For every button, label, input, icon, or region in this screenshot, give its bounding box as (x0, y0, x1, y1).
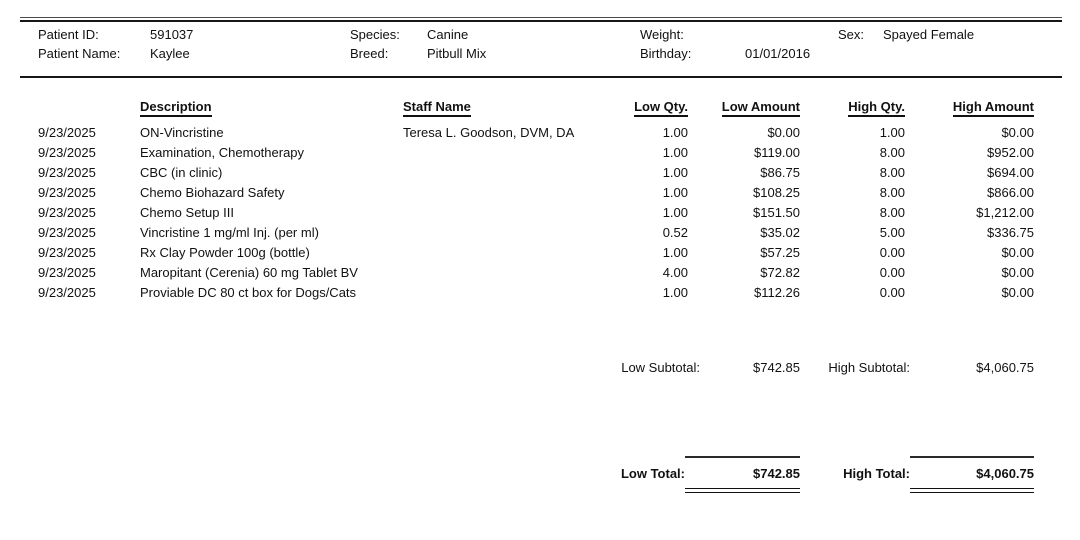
table-row (20, 182, 1062, 202)
birthday-value: 01/01/2016 (745, 46, 811, 61)
subtotal-row (20, 360, 1062, 375)
table-row (20, 282, 1062, 302)
patient-name-value: Kaylee (150, 46, 190, 61)
high-qty-column-header (800, 99, 905, 122)
high-amount-column-header (905, 99, 1034, 122)
row-high-amount: $866.00 (987, 184, 1034, 200)
row-low-amount: $151.50 (753, 204, 800, 220)
row-description: Proviable DC 80 ct box for Dogs/Cats (140, 284, 357, 300)
low-subtotal-label: Low Subtotal: (621, 360, 700, 375)
table-row (20, 142, 1062, 162)
row-description: Chemo Setup III (140, 204, 234, 220)
row-date: 9/23/2025 (38, 264, 96, 280)
row-high-amount: $1,212.00 (976, 204, 1034, 220)
description-column-header (140, 99, 403, 122)
row-low-amount: $119.00 (753, 144, 800, 160)
row-high-qty: 8.00 (879, 204, 905, 220)
row-date: 9/23/2025 (38, 124, 96, 140)
row-high-qty: 8.00 (879, 164, 905, 180)
table-row (20, 122, 1062, 142)
weight-label: Weight: (640, 27, 684, 42)
date-column-header (38, 99, 140, 122)
row-staff-name: Teresa L. Goodson, DVM, DA (403, 124, 575, 140)
row-date: 9/23/2025 (38, 164, 96, 180)
row-high-amount: $0.00 (1001, 264, 1034, 280)
row-description: Vincristine 1 mg/ml Inj. (per ml) (140, 224, 319, 240)
row-high-amount: $694.00 (987, 164, 1034, 180)
low-total-value: $742.85 (753, 466, 800, 481)
row-low-amount: $112.26 (753, 284, 800, 300)
table-row (20, 222, 1062, 242)
table-row (20, 242, 1062, 262)
row-high-qty: 5.00 (879, 224, 905, 240)
birthday-label: Birthday: (640, 46, 692, 61)
row-high-qty: 8.00 (879, 144, 905, 160)
patient-id-label: Patient ID: (38, 27, 99, 42)
low-qty-header-label: Low Qty. (634, 99, 688, 117)
row-high-amount: $0.00 (1001, 244, 1034, 260)
row-high-qty: 0.00 (879, 284, 905, 300)
row-description: ON-Vincristine (140, 124, 224, 140)
top-double-rule (20, 17, 1062, 22)
row-low-qty: 1.00 (662, 164, 688, 180)
row-high-amount: $952.00 (987, 144, 1034, 160)
high-subtotal-value: $4,060.75 (976, 360, 1034, 375)
row-high-amount: $336.75 (987, 224, 1034, 240)
high-subtotal-label: High Subtotal: (828, 360, 910, 375)
patient-info-header (20, 25, 1062, 63)
staff-header-label: Staff Name (403, 99, 471, 117)
low-total-double-underline (685, 488, 800, 493)
row-low-amount: $86.75 (760, 164, 800, 180)
row-low-qty: 1.00 (662, 204, 688, 220)
low-amount-header-label: Low Amount (722, 99, 800, 117)
high-qty-header-label: High Qty. (848, 99, 905, 117)
sex-value: Spayed Female (883, 27, 975, 42)
row-date: 9/23/2025 (38, 144, 96, 160)
row-description: CBC (in clinic) (140, 164, 223, 180)
table-row (20, 202, 1062, 222)
row-high-qty: 1.00 (879, 124, 905, 140)
table-rows (20, 122, 1062, 302)
breed-label: Breed: (350, 46, 389, 61)
row-high-amount: $0.00 (1001, 284, 1034, 300)
low-amount-column-header (688, 99, 800, 122)
low-total-cell (685, 456, 800, 493)
row-high-qty: 0.00 (879, 264, 905, 280)
row-low-amount: $108.25 (753, 184, 800, 200)
patient-info-row-2 (20, 44, 1062, 63)
row-low-amount: $72.82 (760, 264, 800, 280)
row-low-qty: 0.52 (662, 224, 688, 240)
table-row (20, 262, 1062, 282)
row-description: Maropitant (Cerenia) 60 mg Tablet BV (140, 264, 358, 280)
species-label: Species: (350, 27, 400, 42)
high-total-value: $4,060.75 (976, 466, 1034, 481)
line-items-table (20, 99, 1062, 302)
row-low-amount: $0.00 (767, 124, 800, 140)
row-low-qty: 4.00 (662, 264, 688, 280)
high-total-double-underline (910, 488, 1034, 493)
row-low-qty: 1.00 (662, 284, 688, 300)
row-date: 9/23/2025 (38, 284, 96, 300)
row-date: 9/23/2025 (38, 244, 96, 260)
row-description: Examination, Chemotherapy (140, 144, 305, 160)
row-low-qty: 1.00 (662, 144, 688, 160)
row-low-qty: 1.00 (662, 244, 688, 260)
row-high-qty: 0.00 (879, 244, 905, 260)
row-low-amount: $57.25 (760, 244, 800, 260)
species-value: Canine (427, 27, 469, 42)
low-total-label: Low Total: (620, 466, 685, 481)
sex-label: Sex: (838, 27, 865, 42)
total-row (20, 456, 1062, 493)
high-amount-header-label: High Amount (953, 99, 1034, 117)
low-qty-column-header (621, 99, 688, 122)
high-total-cell (910, 456, 1034, 493)
row-low-amount: $35.02 (760, 224, 800, 240)
row-high-qty: 8.00 (879, 184, 905, 200)
table-row (20, 162, 1062, 182)
staff-column-header (403, 99, 621, 122)
low-subtotal-value: $742.85 (753, 360, 800, 375)
row-date: 9/23/2025 (38, 184, 96, 200)
breed-value: Pitbull Mix (427, 46, 487, 61)
table-header-row (20, 99, 1062, 122)
row-date: 9/23/2025 (38, 204, 96, 220)
row-date: 9/23/2025 (38, 224, 96, 240)
row-description: Chemo Biohazard Safety (140, 184, 285, 200)
patient-name-label: Patient Name: (38, 46, 121, 61)
high-total-label: High Total: (843, 466, 910, 481)
row-low-qty: 1.00 (662, 184, 688, 200)
patient-info-row-1 (20, 25, 1062, 44)
row-description: Rx Clay Powder 100g (bottle) (140, 244, 310, 260)
patient-id-value: 591037 (150, 27, 194, 42)
row-low-qty: 1.00 (662, 124, 688, 140)
description-header-label: Description (140, 99, 212, 117)
row-high-amount: $0.00 (1001, 124, 1034, 140)
patient-header-bottom-rule (20, 76, 1062, 78)
